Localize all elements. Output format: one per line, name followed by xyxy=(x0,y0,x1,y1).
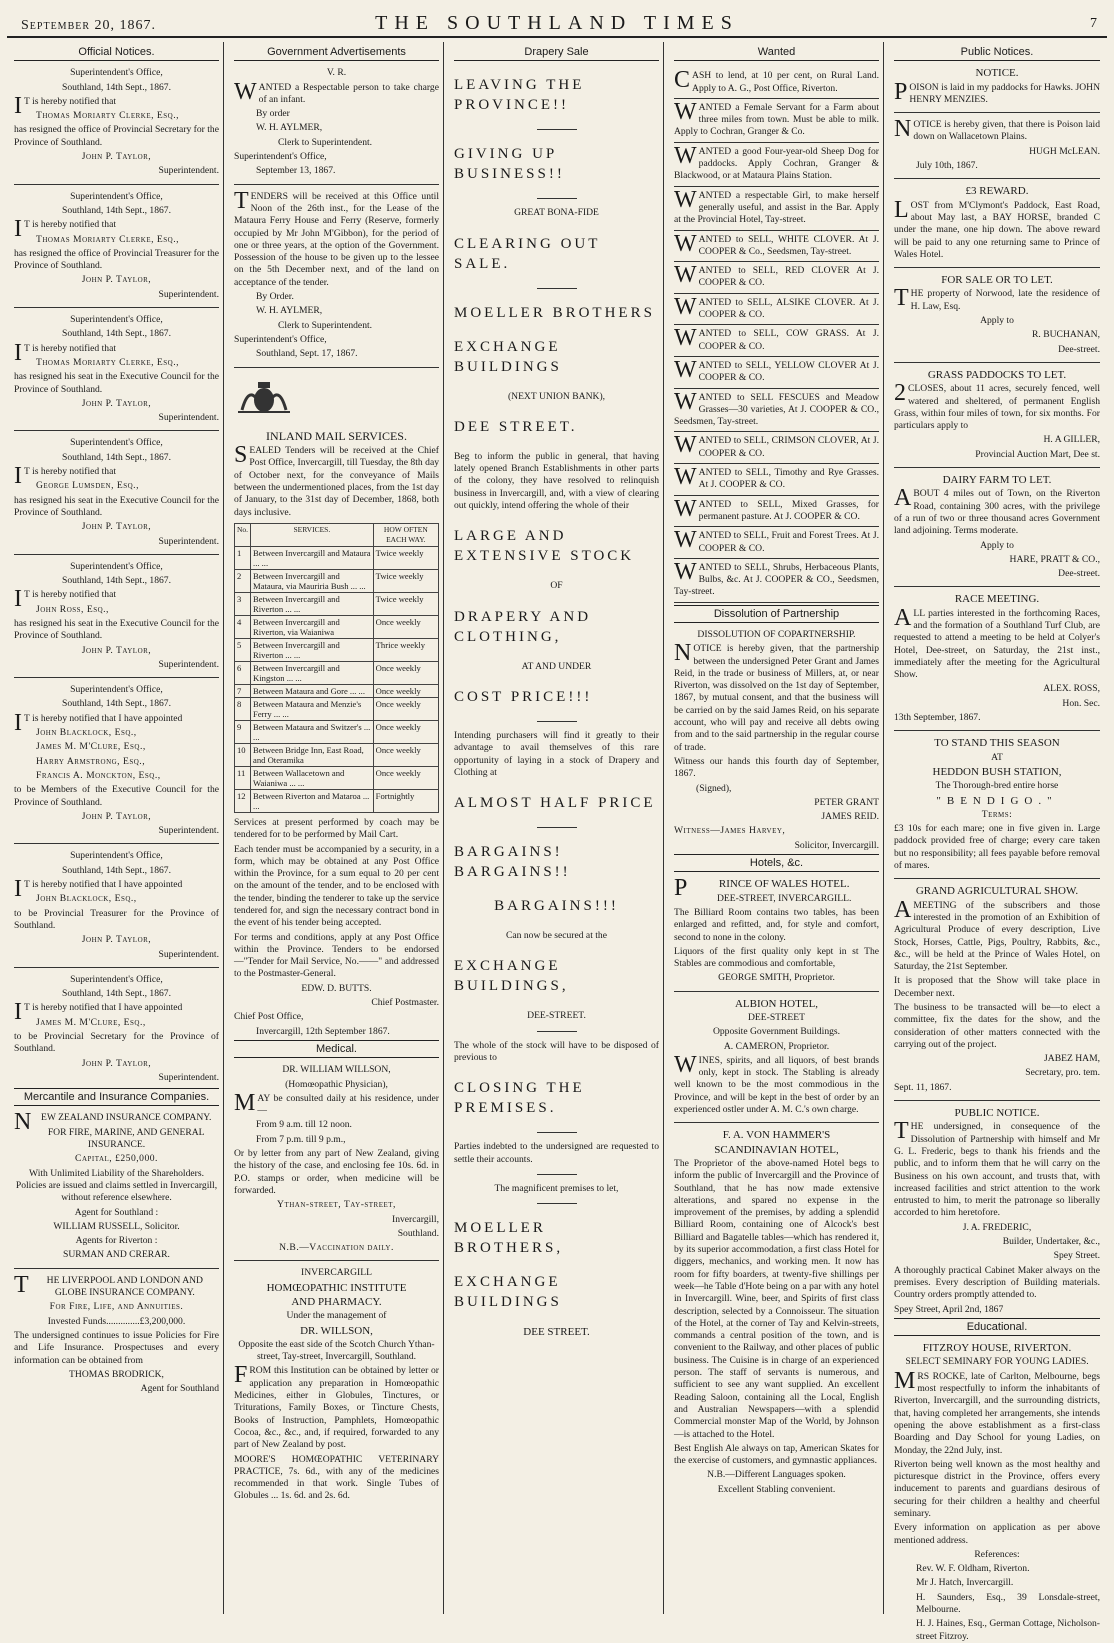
table-header-cell: No. xyxy=(235,523,251,546)
section-header: Public Notices. xyxy=(894,44,1100,61)
text-line: WANTED to SELL, YELLOW CLOVER At J. COOPER & CO. xyxy=(674,356,879,384)
table-cell: Once weekly xyxy=(373,743,438,766)
column-wanted: Wanted CASH to lend, at 10 per cent, on Rural Land. Apply to A. G., Post Office, Riverton. WANTED a Female Servant for a Farm about three miles from town. Must be able to milk. Apply to Cochran, Granger & Co. WANTED a good Four-year-old Sheep Dog for paddocks. Apply Cochran, Granger & Blackwood, or at Mataura Plains Station. WANTED a respectable Girl, to make herself generally useful, and assist in the Bar. Apply at the Provincial Hotel, Tay-street. WANTED to SELL, WHITE CLOVER. At J. COOPER & Co., Seedsmen, Tay-street. WANTED to SELL, RED CLOVER At J. COOPER & CO. WANTED to SELL, ALSIKE CLOVER. At J. COOPER & CO. WANTED to SELL, COW GRASS. At J. COOPER & CO. WANTED to SELL, YELLOW CLOVER At J. COOPER & CO. WANTED to SELL FESCUES and Meadow Grasses—30 varieties, At J. COOPER & CO., Seedsmen, Tay-street. WANTED to SELL, CRIMSON CLOVER, At J. COOPER & CO. WANTED to SELL, Timothy and Rye Grasses. At J. COOPER & CO. WANTED to SELL, Mixed Grasses, for permanent pasture. At J. COOPER & CO. WANTED to SELL, Fruit and Forest Trees. At J. COOPER & CO. WANTED to SELL, Shrubs, Herbaceous Plants, Bulbs, &c. At J. COOPER & CO., Seedsmen, Tay-street. Dissolution of Partnership DISSOLUTION OF COPARTNERSHIP. NOTICE is hereby given, that the partnership between the undersigned Peter Grant and James Reid, in the trade or business of Millers, at, or near Riverton, was dissolved on the 1st day of September, 1867, by mutual consent, and that the business will be carried on by the said James Reid, on his separate account, who will pay and receive all debts owing from and to the said partnership in the regular course of trade. Witness our hands this fourth day of September, 1867. (Signed), PETER GRANT JAMES REID. Witness—James Harvey, Solicitor, Invercargill. Hotels, &c. PRINCE OF WALES HOTEL. DEE-STREET, INVERCARGILL. The Billiard Room contains two tables, has been enlarged and refitted, and, for style and comfort, second to none in the colony. Liquors of the first quality only kept in st The Stables are commodious and comfortable, GEORGE SMITH, Proprietor. ALBION HOTEL, DEE-STREET Opposite Government Buildings. A. CAMERON, Proprietor. WINES, spirits, and all liquors, of best brands only, kept in stock. The Stabling is already well known to be the most commodious in the Province, and will be kept in the best of order by an experienced ostler under A. M. C.'s own charge. F. A. VON HAMMER'S SCANDINAVIAN HOTEL, The Proprietor of the above-named Hotel begs to inform the public of Invercargill and the Province of Southland, that he has now made extensive alterations, and spared no expense in the improvement of the premises, by adding a splendid Billiard Room, containing one of Alcock's best Billiard and Bagatelle tables—which has rendered it, by its superior accommodation, a first class Hotel for diggers, mechanics, and working men. It now has room for fifty boarders, at twenty-five shillings per week—he Table d'Hote being on a par with any hotel in Invercargill. Wine, beer, and Spirits of first class description, selected by a Connoisseur. The situation of the Hotel, at the corner of Tay and Kelvin-streets, commands a central position of the town, and is convenient to the Railway, and other places of public business. The Cuisine is in charge of an experienced person. The staff of servants is numerous, and sufficient to see any want supplied. An excellent Reading Saloon, containing all the Local, English and Australian Newspapers—with a splendid Commercial monster Map of the World, by Johnson—is attached to the Hotel. Best English Ale always on tap, American Skates for the exercise of customers, and gymnastic appliances. N.B.—Different Languages spoken. Excellent Stabling convenient. xyxy=(670,42,884,1614)
text-line: WANTED to SELL, RED CLOVER At J. COOPER & CO. xyxy=(674,262,879,289)
text-line: George Lumsden, Esq., xyxy=(36,480,139,492)
section-header: Government Advertisements xyxy=(234,44,439,61)
text-line: John P. Taylor, xyxy=(81,274,152,286)
wanted-ad xyxy=(674,325,879,357)
text-line: IT is hereby notified that xyxy=(14,339,117,366)
text-line: Superintendent. xyxy=(158,165,219,177)
table-row xyxy=(235,720,439,743)
text-line: Southland, 14th Sept., 1867. xyxy=(62,204,171,216)
text-line: has resigned his seat in the Executive Council for the Province of Southland. xyxy=(14,371,219,395)
newspaper-title: THE SOUTHLAND TIMES xyxy=(375,12,739,34)
text-line: Superintendent. xyxy=(158,288,219,300)
official-notice xyxy=(14,437,219,547)
table-cell: Once weekly xyxy=(373,661,438,684)
table-row xyxy=(235,684,439,697)
table-header-cell: HOW OFTEN EACH WAY. xyxy=(373,523,438,546)
wanted-ad xyxy=(674,496,879,528)
table-cell: 2 xyxy=(235,569,251,592)
wanted-ad xyxy=(674,187,879,231)
text-line: WANTED to SELL, Mixed Grasses, for permanent pasture. At J. COOPER & CO. xyxy=(674,495,879,522)
text-line: WANTED a respectable Girl, to make herself generally useful, and assist in the Bar. Apply at the Provincial Hotel, Tay-street. xyxy=(674,186,879,226)
table-row xyxy=(235,546,439,569)
table-row xyxy=(235,592,439,615)
table-cell: Twice weekly xyxy=(373,546,438,569)
mail-services-title: INLAND MAIL SERVICES. xyxy=(266,428,407,443)
table-row xyxy=(235,661,439,684)
section-header: Official Notices. xyxy=(14,44,219,61)
table-cell: 8 xyxy=(235,697,251,720)
section-header: Medical. xyxy=(234,1040,439,1058)
official-notice xyxy=(14,561,219,671)
section-header: Educational. xyxy=(894,1318,1100,1336)
table-row xyxy=(235,697,439,720)
table-row xyxy=(235,569,439,592)
column-drapery-sale: Drapery Sale LEAVING THE PROVINCE!! GIVING UP BUSINESS!! GREAT BONA-FIDE CLEARING OUT SALE. MOELLER BROTHERS EXCHANGE BUILDINGS (NEXT UNION BANK), DEE STREET. Beg to inform the public in general, that having lately opened Branch Establishments in other parts of the colony, they have resolved to relinquish business in Invercargill, and, with a view of clearing out quickly, intend offering the whole of their LARGE AND EXTENSIVE STOCK OF DRAPERY AND CLOTHING, AT AND UNDER COST PRICE!!! Intending purchasers will find it greatly to their advantage to avail themselves of this rare opportunity of laying in a stock of Drapery and Clothing at ALMOST HALF PRICE BARGAINS! BARGAINS!! BARGAINS!!! Can now be secured at the EXCHANGE BUILDINGS, DEE-STREET. The whole of the stock will have to be disposed of previous to CLOSING THE PREMISES. Parties indebted to the undersigned are requested to settle their accounts. The magnificent premises to let, MOELLER BROTHERS, EXCHANGE BUILDINGS DEE STREET. xyxy=(450,42,664,1614)
text-line: Superintendent. xyxy=(158,658,219,670)
wanted-ad xyxy=(674,432,879,464)
text-line: WANTED to SELL, Shrubs, Herbaceous Plants, Bulbs, &c. At J. COOPER & CO., Seedsmen, Tay-street. xyxy=(674,558,879,598)
vr-mark: V. R. xyxy=(326,67,347,79)
text-line: IT is hereby notified that xyxy=(14,586,117,613)
text-line: Superintendent. xyxy=(158,535,219,547)
table-header-cell: SERVICES. xyxy=(251,523,374,546)
official-notice xyxy=(14,67,219,177)
text-line: Thomas Moriarty Clerke, Esq., xyxy=(36,110,180,122)
ad-nz-insurance: NEW ZEALAND INSURANCE COMPANY. FOR FIRE, MARINE, AND GENERAL INSURANCE. Capital, £250,000. With Unlimited Liability of the Shareholders. Policies are issued and claims settled in Invercargill, without reference elsewhere. Agent for Southland : WILLIAM RUSSELL, Solicitor. Agents for Riverton : SURMAN AND CRERAR. xyxy=(14,1109,218,1261)
table-row xyxy=(235,789,439,812)
issue-date: September 20, 1867. xyxy=(21,18,157,33)
section-header: Dissolution of Partnership xyxy=(674,605,879,623)
ad-liverpool-london: THE LIVERPOOL AND LONDON AND GLOBE INSURANCE COMPANY. For Fire, Life, and Annuities. Invested Funds..............£3,200,000. The undersigned continues to issue Policies for Fire and Life Insurance. Prospectuses and every information can be obtained from THOMAS BRODRICK, Agent for Southland xyxy=(14,1271,219,1395)
table-row xyxy=(235,743,439,766)
text-line: John P. Taylor, xyxy=(81,151,152,163)
table-row xyxy=(235,766,439,789)
notice-secretary: Superintendent's Office, Southland, 14th Sept., 1867. IT is hereby notified that I have appointed James M. M'Clure, Esq., to be Provincial Secretary for the Province of Southland. John P. Taylor, Superintendent. xyxy=(14,973,219,1083)
text-line: Superintendent's Office, xyxy=(70,190,163,202)
table-cell: Once weekly xyxy=(373,766,438,789)
section-header: Hotels, &c. xyxy=(674,854,879,872)
table-cell: 6 xyxy=(235,661,251,684)
official-notice xyxy=(14,191,219,301)
wanted-ad xyxy=(674,357,879,389)
text-line: IT is hereby notified that xyxy=(14,216,117,243)
text-line: Southland, 14th Sept., 1867. xyxy=(62,328,171,340)
text-line: Superintendent's Office, xyxy=(70,67,163,79)
section-header: Drapery Sale xyxy=(454,44,659,61)
table-cell: Between Wallacetown and Waianiwa ... ... xyxy=(251,766,374,789)
table-cell: Once weekly xyxy=(373,684,438,697)
table-cell: 11 xyxy=(235,766,251,789)
text-line: John P. Taylor, xyxy=(81,397,152,409)
text-line: has resigned his seat in the Executive Council for the Province of Southland. xyxy=(14,494,219,518)
text-line: WANTED to SELL, CRIMSON CLOVER, At J. COOPER & CO. xyxy=(674,432,879,459)
table-cell: Between Riverton and Mataroa ... ... xyxy=(251,789,374,812)
text-line: CASH to lend, at 10 per cent, on Rural Land. Apply to A. G., Post Office, Riverton. xyxy=(674,67,879,94)
section-header: Wanted xyxy=(674,44,879,61)
table-cell: Between Bridge Inn, East Road, and Oteramika xyxy=(251,743,374,766)
table-cell: Between Invercargill and Mataura, via Mauriria Bush ... ... xyxy=(251,569,374,592)
table-cell: Once weekly xyxy=(373,720,438,743)
text-line: WANTED to SELL, COW GRASS. At J. COOPER & CO. xyxy=(674,325,879,352)
table-cell: Twice weekly xyxy=(373,592,438,615)
wanted-ad xyxy=(674,67,879,99)
wanted-ad xyxy=(674,527,879,559)
royal-crest-icon xyxy=(234,380,294,414)
table-cell: Between Invercargill and Riverton, via Waianiwa xyxy=(251,615,374,638)
table-cell: Between Mataura and Menzie's Ferry ... ... xyxy=(251,697,374,720)
table-cell: Between Invercargill and Riverton ... ... xyxy=(251,638,374,661)
table-cell: Between Mataura and Gore ... ... xyxy=(251,684,374,697)
table-row xyxy=(235,615,439,638)
mail-services-table xyxy=(234,523,439,813)
column-official-notices xyxy=(10,42,224,1614)
text-line: WANTED a good Four-year-old Sheep Dog for paddocks. Apply Cochran, Granger & Blackwood, or at Mataura Plains Station. xyxy=(674,142,879,182)
table-cell: Twice weekly xyxy=(373,569,438,592)
text-line: Superintendent. xyxy=(158,412,219,424)
newspaper-page xyxy=(7,6,1107,1642)
text-line: Superintendent's Office, xyxy=(70,437,163,449)
wanted-ad xyxy=(674,262,879,294)
column-government-ads: Government Advertisements V. R. WANTED a Respectable person to take charge of an infant. By order W. H. AYLMER, Clerk to Superintendent. Superintendent's Office, September 13, 1867. TENDERS will be received at this Office until Noon of the 26th inst., for the Lease of the Mataura Ferry House and Ferry (Reserve, formerly occupied by Mr John M'Gibbon), for the period of one or three years, at the option of the Government. Possession of the house to be given up to the lessee on the 5th December next, and of the land on acceptance of the tender. By Order. W. H. AYLMER, Clerk to Superintendent. Superintendent's Office, Southland, Sept. 17, 1867. INLAND MAIL SERVICES. SEALED Tenders will be received at the Chief Post Office, Invercargill, till Tuesday, the 8th day of October next, for the conveyance of Mails between the undermentioned places, from the 1st day of January, to the 31st day of December, 1868, both days inclusive. No. SERVICES. HOW OFTEN EACH WAY. 1 Between Invercargill and Mataura ... ... Twice weekly 2 Between Invercargill and Mataura, via Mauriria Bush ... ... Twice weekly 3 Between Invercargill and Riverton ... ... Twice weekly 4 Between Invercargill and Riverton, via Waianiwa Once weekly 5 Between Invercargill and Riverton ... ... Thrice weekly 6 Between Invercargill and Kingston ... ... Once weekly 7 Between Mataura and Gore ... ... Once weekly 8 Between Mataura and Menzie's Ferry ... ... Once weekly 9 Between Mataura and Switzer's ... ... Once weekly 10 Between Bridge Inn, East Road, and Oteramika Once weekly 11 Between Wallacetown and Waianiwa ... ... Once weekly 12 Between Riverton and Mataroa ... ... Fortnightly Services at present performed by coach may be tendered for to be performed by Mail Cart. Each tender must be accompanied by a security, in a form, which may be obtained at any Post Office within the Province, for a sum equal to 20 per cent on the amount of the tender, and to be enclosed with the tender, binding the tenderer to take up the service tendered for, and sign the necessary contract bond in the event of his tender being accepted. For terms and conditions, apply at any Post Office within the Province. Tenders to be endorsed—"Tender for Mail Service, No.——" and addressed to the Postmaster-General. EDW. D. BUTTS. Chief Postmaster. Chief Post Office, Invercargill, 12th September 1867. Medical. DR. WILLIAM WILLSON, (Homœopathic Physician), MAY be consulted daily at his residence, under— From 9 a.m. till 12 noon. From 7 p.m. till 9 p.m., Or by letter from any part of New Zealand, giving the history of the case, and enclosing fee 10s. 6d. in P.O. stamps or order, when medicine will be forwarded. Ythan-street, Tay-street, Invercargill, Southland. N.B.—Vaccination daily. INVERCARGILL HOMŒOPATHIC INSTITUTE AND PHARMACY. Under the management of DR. WILLSON, Opposite the east side of the Scotch Church Ythan-street, Tay-street, Invercargill, Southland. FROM this Institution can be obtained by letter or application any preparation in Homœopathic Medicines, either in Globules, Tinctures, or Triturations, Family Boxes, or Tincture Chests, Books of Instruction, Pamphlets, Homœopathic Cocoa, &c., &c., and, if required, forwarded to any part of New Zealand by post. MOORE'S HOMŒOPATHIC VETERINARY PRACTICE, 7s. 6d., with any of the medicines recommended in that work. Single Tubes of Globules ... 1s. 6d. and 2s. 6d. xyxy=(230,42,444,1614)
table-row xyxy=(235,638,439,661)
wanted-ad xyxy=(674,99,879,143)
text-line: has resigned the office of Provincial Treasurer for the Province of Southland. xyxy=(14,247,219,272)
text-line: WANTED to SELL, Fruit and Forest Trees. At J. COOPER & CO. xyxy=(674,527,879,554)
table-cell: Between Invercargill and Mataura ... ... xyxy=(251,546,374,569)
page-number: 7 xyxy=(1090,16,1097,31)
text-line: WANTED to SELL, Timothy and Rye Grasses. At J. COOPER & CO. xyxy=(674,464,879,491)
table-cell: 5 xyxy=(235,638,251,661)
notice-treasurer: Superintendent's Office, Southland, 14th Sept., 1867. IT is hereby notified that I have appointed John Blacklock, Esq., to be Provincial Treasurer for the Province of Southland. John P. Taylor, Superintendent. xyxy=(14,850,219,960)
table-cell: 7 xyxy=(235,684,251,697)
text-line: Southland, 14th Sept., 1867. xyxy=(62,451,171,463)
text-line: IT is hereby notified that xyxy=(14,92,117,119)
table-cell: Once weekly xyxy=(373,697,438,720)
wanted-ad xyxy=(674,143,879,187)
text-line: WANTED to SELL, ALSIKE CLOVER. At J. COOPER & CO. xyxy=(674,293,879,321)
table-cell: 12 xyxy=(235,789,251,812)
table-cell: Between Invercargill and Kingston ... ... xyxy=(251,661,374,684)
official-notice xyxy=(14,314,219,424)
text-line: WANTED a Female Servant for a Farm about three miles from town. Must be able to milk. Apply to Cochran, Granger & Co. xyxy=(674,98,879,138)
table-cell: 4 xyxy=(235,615,251,638)
section-header: Mercantile and Insurance Companies. xyxy=(14,1088,219,1106)
text-line: John P. Taylor, xyxy=(81,521,152,533)
text-line: John Ross, Esq., xyxy=(36,603,109,615)
table-cell: 9 xyxy=(235,720,251,743)
text-line: WANTED to SELL FESCUES and Meadow Grasses—30 varieties, At J. COOPER & CO., Seedsmen, Tay-street. xyxy=(674,388,879,428)
table-cell: 1 xyxy=(235,546,251,569)
table-cell: 3 xyxy=(235,592,251,615)
table-cell: Fortnightly xyxy=(373,789,438,812)
notice-appointments: Superintendent's Office, Southland, 14th Sept., 1867. IT is hereby notified that I have appointed John Blacklock, Esq., James M. M'Clure, Esq., Harry Armstrong, Esq., Francis A. Monckton, Esq., to be Members of the Executive Council for the Province of Southland. John P. Taylor, Superintendent. xyxy=(14,684,219,837)
text-line: Thomas Moriarty Clerke, Esq., xyxy=(36,356,180,368)
wanted-ad xyxy=(674,389,879,433)
wanted-ad xyxy=(674,294,879,326)
table-cell: Between Invercargill and Riverton ... ... xyxy=(251,592,374,615)
text-line: John P. Taylor, xyxy=(81,644,152,656)
wanted-ad xyxy=(674,231,879,263)
masthead xyxy=(7,6,1107,38)
text-line: Superintendent's Office, xyxy=(70,314,163,326)
text-line: has resigned his seat in the Executive Council for the Province of Southland. xyxy=(14,617,219,642)
text-line: Superintendent's Office, xyxy=(70,560,163,572)
text-line: Thomas Moriarty Clerke, Esq., xyxy=(36,233,180,245)
table-cell: Thrice weekly xyxy=(373,638,438,661)
column-public-notices: Public Notices. NOTICE. POISON is laid in my paddocks for Hawks. JOHN HENRY MENZIES. NOTICE is hereby given, that there is Poison laid down on Wallacetown Plains. HUGH McLEAN. July 10th, 1867. £3 REWARD. LOST from M'Clymont's Paddock, East Road, about May last, a BAY HORSE, branded C under the mane, one hip down. The above reward will be paid to any one returning same to Prince of Wales Hotel. FOR SALE OR TO LET. THE property of Norwood, late the residence of H. Law, Esq. Apply to R. BUCHANAN, Dee-street. GRASS PADDOCKS TO LET. 2CLOSES, about 11 acres, securely fenced, well watered and sheltered, of permanent English Grass, within four miles of town, for six months. For particulars apply to H. A GILLER, Provincial Auction Mart, Dee st. DAIRY FARM TO LET. ABOUT 4 miles out of Town, on the Riverton Road, containing 300 acres, with the privilege of a run of two or three thousand acres Government land adjoining. Terms moderate. Apply to HARE, PRATT & CO., Dee-street. RACE MEETING. ALL parties interested in the forthcoming Races, and the formation of a Southland Turf Club, are requested to attend a meeting to be held at Colyer's Hotel, Dee-street, on Saturday, the 21st inst., immediately after the meeting for the Agricultural Show. ALEX. ROSS, Hon. Sec. 13th September, 1867. TO STAND THIS SEASON AT HEDDON BUSH STATION, The Thorough-bred entire horse "BENDIGO." Terms: £3 10s for each mare; one in five given in. Large paddock provided free of charge; every care taken but no responsibility; all fees payable before removal of mares. GRAND AGRICULTURAL SHOW. AMEETING of the subscribers and those interested in the promotion of an Exhibition of Agricultural Produce of every description, Live Stock, Horses, Cattle, Pigs, Poultry, Rabbits, &c., &c., will be held at the Prince of Wales Hotel, on Saturday, the 21st September. It is proposed that the Show will take place in December next. The business to be transacted will be—to elect a committee, fix the dates for the show, and the consideration of other matters connected with the carrying out of the project. JABEZ HAM, Secretary, pro. tem. Sept. 11, 1867. PUBLIC NOTICE. THE undersigned, in consequence of the Dissolution of Partnership with himself and Mr G. L. Frederic, begs to thank his friends and the public, and to inform them that he will carry on the Business on his own account, and trusts that, with increased facilities and strict attention to the work entrusted to him, to merit the patronage so liberally accorded to him heretofore. J. A. FREDERIC, Builder, Undertaker, &c., Spey Street. A thoroughly practical Cabinet Maker always on the premises. Every description of Building materials. Country orders promptly attended to. Spey Street, April 2nd, 1867 Educational. FITZROY HOUSE, RIVERTON. SELECT SEMINARY FOR YOUNG LADIES. MRS ROCKE, late of Carlton, Melbourne, begs most respectfully to inform the inhabitants of Riverton, Invercargill, and the surrounding districts, that, having completed her arrangements, she intends opening the above establishment as a first-class Boarding and Day School for young Ladies, on Monday, the 22nd July, inst. Riverton being well known as the most healthy and picturesque district in the Province, offers every inducement to parents and guardians desirous of securing for their children a healthy and cheerful seminary. Every information on application as per above mentioned address. References: Rev. W. F. Oldham, Riverton. Mr J. Hatch, Invercargill. H. Saunders, Esq., 39 Lonsdale-street, Melbourne. H. J. Haines, Esq., German Cottage, Nicholson-street Fitzroy. xyxy=(894,46,1100,1642)
text-line: Southland, 14th Sept., 1867. xyxy=(62,575,171,587)
table-cell: 10 xyxy=(235,743,251,766)
text-line: has resigned the office of Provincial Secretary for the Province of Southland. xyxy=(14,124,219,148)
wanted-ad xyxy=(674,464,879,496)
table-cell: Once weekly xyxy=(373,615,438,638)
wanted-ad xyxy=(674,559,879,603)
text-line: WANTED to SELL, WHITE CLOVER. At J. COOPER & Co., Seedsmen, Tay-street. xyxy=(674,230,879,257)
text-line: IT is hereby notified that xyxy=(14,463,117,490)
text-line: Southland, 14th Sept., 1867. xyxy=(62,81,171,93)
table-cell: Between Mataura and Switzer's ... ... xyxy=(251,720,374,743)
